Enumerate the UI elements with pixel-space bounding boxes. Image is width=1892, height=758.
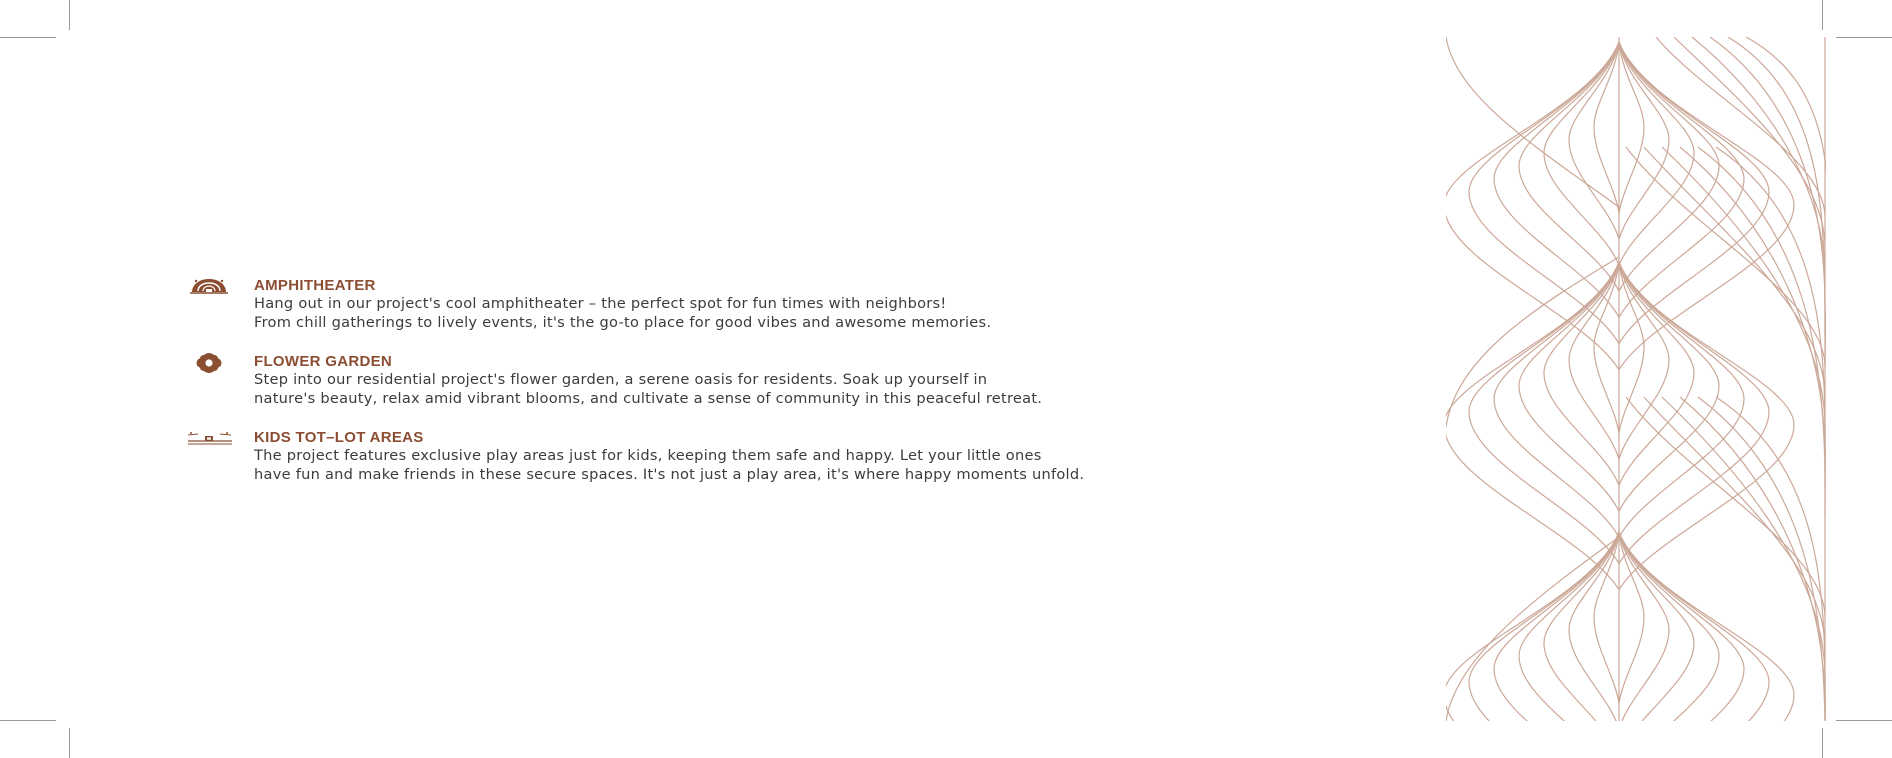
amenities-list [186, 276, 1416, 504]
amenity-title: FLOWER GARDEN [254, 353, 393, 370]
crop-mark-bottom-left-v [69, 728, 70, 758]
amenity-flower-garden [186, 352, 1416, 408]
amenity-title: KIDS TOT–LOT AREAS [254, 429, 424, 446]
amenity-description-line: From chill gatherings to lively events, it's the go-to place for good vibes and awesome memories. [254, 313, 992, 331]
amenity-amphitheater [186, 276, 1416, 332]
crop-mark-bottom-left-h [0, 720, 56, 721]
crop-mark-bottom-right-h [1836, 720, 1892, 721]
leaf-wave-pattern-icon [1446, 37, 1826, 726]
amenity-title: AMPHITHEATER [254, 277, 376, 294]
amenity-description-line: nature's beauty, relax amid vibrant blooms, and cultivate a sense of community in this peaceful retreat. [254, 389, 1043, 407]
amenity-description-line: Hang out in our project's cool amphitheater – the perfect spot for fun times with neighbors! [254, 295, 947, 312]
seesaw-icon [186, 428, 234, 454]
amenity-kids-tot-lot [186, 428, 1416, 484]
amenity-description-line: Step into our residential project's flower garden, a serene oasis for residents. Soak up yourself in [254, 371, 988, 388]
crop-mark-top-right-h [1836, 37, 1892, 38]
crop-mark-top-left-v [69, 0, 70, 30]
crop-mark-top-right-v [1822, 0, 1823, 30]
crop-mark-top-left-h [0, 37, 56, 38]
crop-mark-bottom-right-v [1822, 728, 1823, 758]
amenity-description-line: The project features exclusive play areas just for kids, keeping them safe and happy. Let your little ones [254, 447, 1042, 464]
amphitheater-icon [186, 276, 234, 302]
flower-icon [186, 352, 234, 378]
amenity-description-line: have fun and make friends in these secure spaces. It's not just a play area, it's where happy moments unfold. [254, 465, 1085, 483]
